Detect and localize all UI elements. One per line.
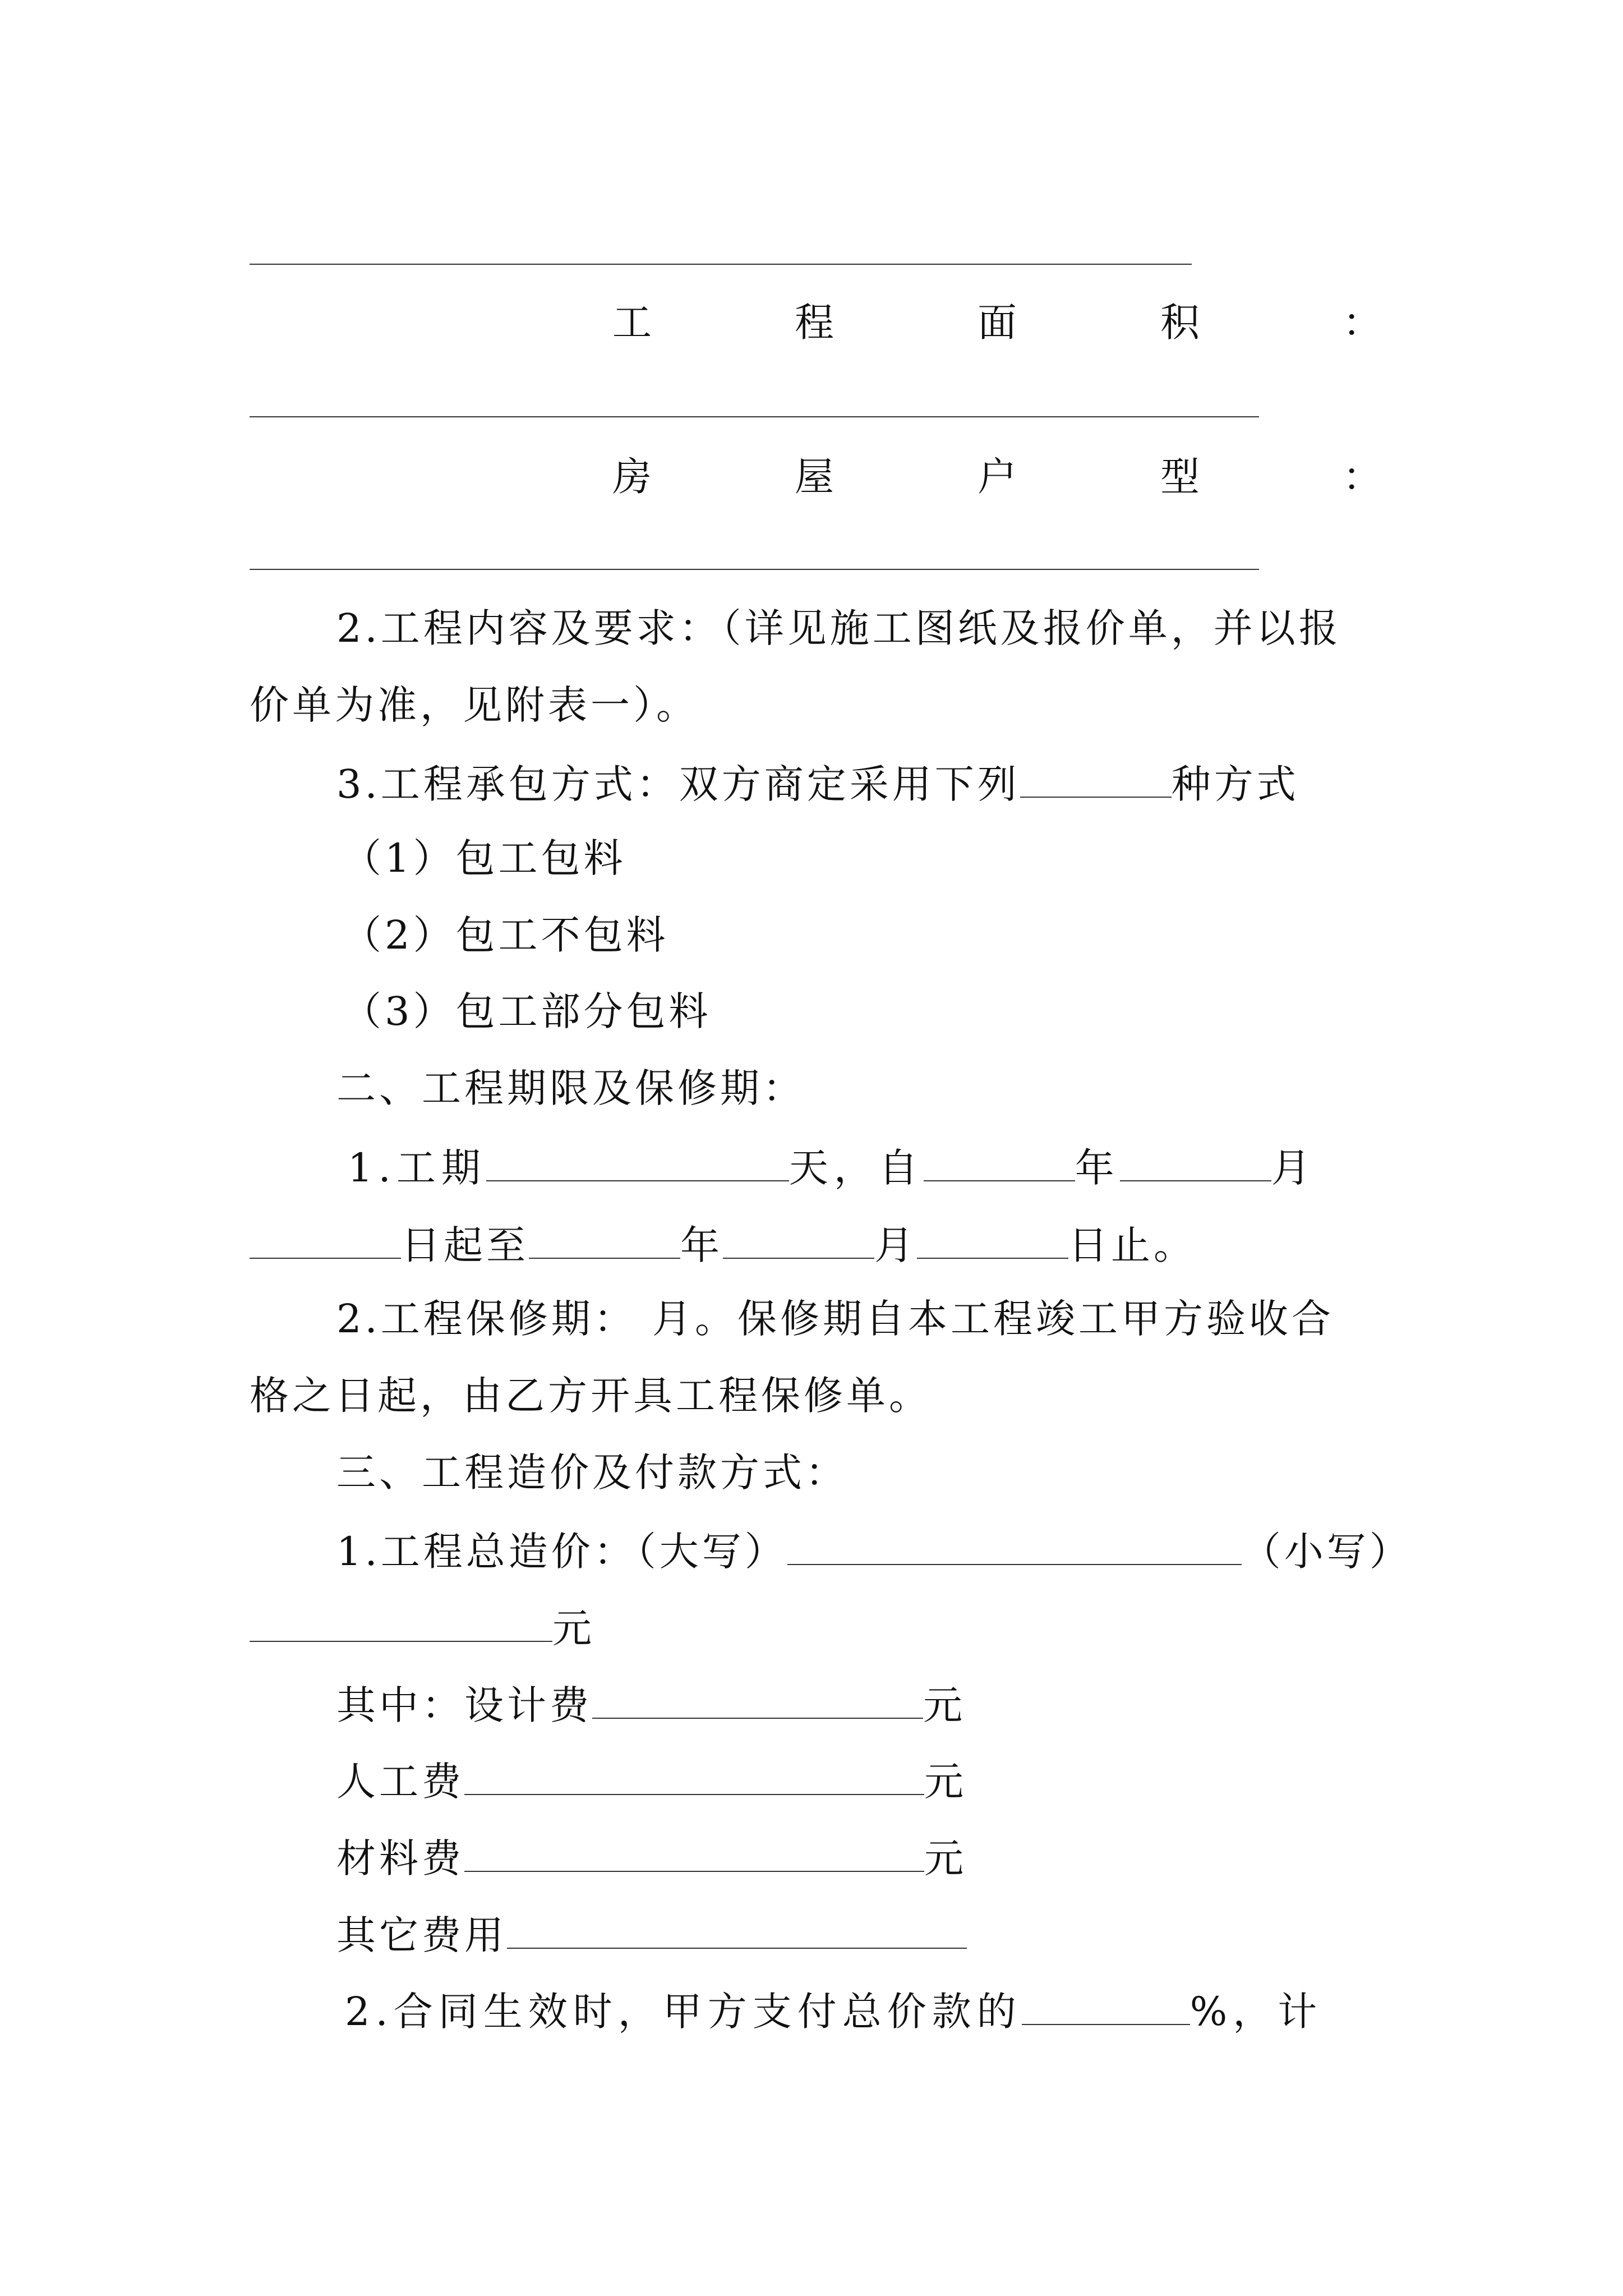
section-3-heading: 三、工程造价及付款方式： (336, 1450, 848, 1496)
area-char-3: 面 (978, 300, 1017, 346)
blank-rule-top (250, 264, 1192, 265)
end-day-unit: 日止。 (1068, 1222, 1196, 1268)
design-fee-line (336, 1682, 966, 1728)
material-fee-blank[interactable] (464, 1836, 924, 1872)
content-requirements-line-2: 价单为准，见附表一）。 (250, 682, 699, 728)
house-char-2: 屋 (795, 454, 834, 500)
payment-label: 2.合同生效时，甲方支付总价款的 (345, 1989, 1022, 2035)
labor-fee-line (336, 1759, 967, 1805)
period-days-blank[interactable] (486, 1145, 789, 1181)
start-day-blank[interactable] (250, 1223, 401, 1259)
house-type-blank (250, 569, 1259, 570)
total-price-unit: 元 (552, 1605, 595, 1651)
design-fee-unit: 元 (923, 1682, 966, 1728)
total-price-line-1 (336, 1529, 1412, 1575)
end-day-blank[interactable] (917, 1223, 1068, 1259)
contract-method-suffix: 种方式 (1171, 761, 1299, 807)
warranty-line-1: 2.工程保修期： 月。保修期自本工程竣工甲方验收合 (336, 1296, 1335, 1342)
total-price-lowercase-blank[interactable] (250, 1606, 552, 1642)
design-fee-label: 其中：设计费 (336, 1682, 592, 1728)
end-year-blank[interactable] (529, 1223, 680, 1259)
total-price-uppercase-blank[interactable] (787, 1529, 1242, 1565)
payment-suffix: %，计 (1189, 1989, 1323, 2035)
payment-line (345, 1989, 1323, 2035)
warranty-line-2: 格之日起，由乙方开具工程保修单。 (250, 1373, 932, 1419)
start-year-blank[interactable] (924, 1145, 1075, 1181)
end-year-unit: 年 (680, 1222, 723, 1268)
other-fee-label: 其它费用 (336, 1912, 507, 1958)
area-blank (250, 416, 1259, 417)
option-1: （1）包工包料 (342, 835, 626, 881)
payment-percent-blank[interactable] (1022, 1989, 1190, 2025)
section-2-heading: 二、工程期限及保修期： (336, 1065, 805, 1111)
material-fee-unit: 元 (924, 1835, 967, 1881)
design-fee-blank[interactable] (592, 1683, 923, 1719)
house-char-5: ： (1343, 454, 1382, 500)
house-type-line (0, 454, 1623, 502)
total-price-line-2 (250, 1605, 595, 1651)
content-requirements-line-1: 2.工程内容及要求：（详见施工图纸及报价单，并以报 (336, 605, 1341, 651)
house-char-1: 房 (612, 454, 652, 500)
contract-method-line (336, 761, 1299, 807)
period-line-1 (348, 1145, 1316, 1191)
contract-method-label: 3.工程承包方式：双方商定采用下列 (336, 761, 1020, 807)
start-month-blank[interactable] (1120, 1145, 1271, 1181)
labor-fee-blank[interactable] (464, 1759, 924, 1795)
start-month-unit: 月 (1271, 1145, 1316, 1191)
contract-method-blank[interactable] (1020, 762, 1172, 798)
total-price-lowercase-label: （小写） (1241, 1529, 1412, 1575)
period-days-unit: 天，自 (789, 1145, 924, 1191)
option-3: （3）包工部分包料 (342, 988, 712, 1034)
material-fee-label: 材料费 (336, 1835, 464, 1881)
other-fee-blank[interactable] (507, 1913, 967, 1949)
start-year-unit: 年 (1075, 1145, 1120, 1191)
period-line-2 (250, 1222, 1196, 1268)
option-2: （2）包工不包料 (342, 912, 669, 958)
area-char-4: 积 (1160, 300, 1200, 346)
area-char-2: 程 (795, 300, 834, 346)
other-fee-line (336, 1912, 967, 1958)
period-label: 1.工期 (348, 1145, 486, 1191)
material-fee-line (336, 1835, 967, 1881)
house-char-4: 型 (1160, 454, 1200, 500)
until-label: 日起至 (401, 1222, 529, 1268)
total-price-label: 1.工程总造价：（大写） (336, 1529, 787, 1575)
labor-fee-unit: 元 (924, 1759, 967, 1805)
end-month-blank[interactable] (723, 1223, 874, 1259)
labor-fee-label: 人工费 (336, 1759, 464, 1805)
area-char-5: ： (1343, 300, 1382, 346)
end-month-unit: 月 (874, 1222, 917, 1268)
area-char-1: 工 (612, 300, 652, 346)
house-char-3: 户 (978, 454, 1017, 500)
area-line (0, 300, 1623, 348)
